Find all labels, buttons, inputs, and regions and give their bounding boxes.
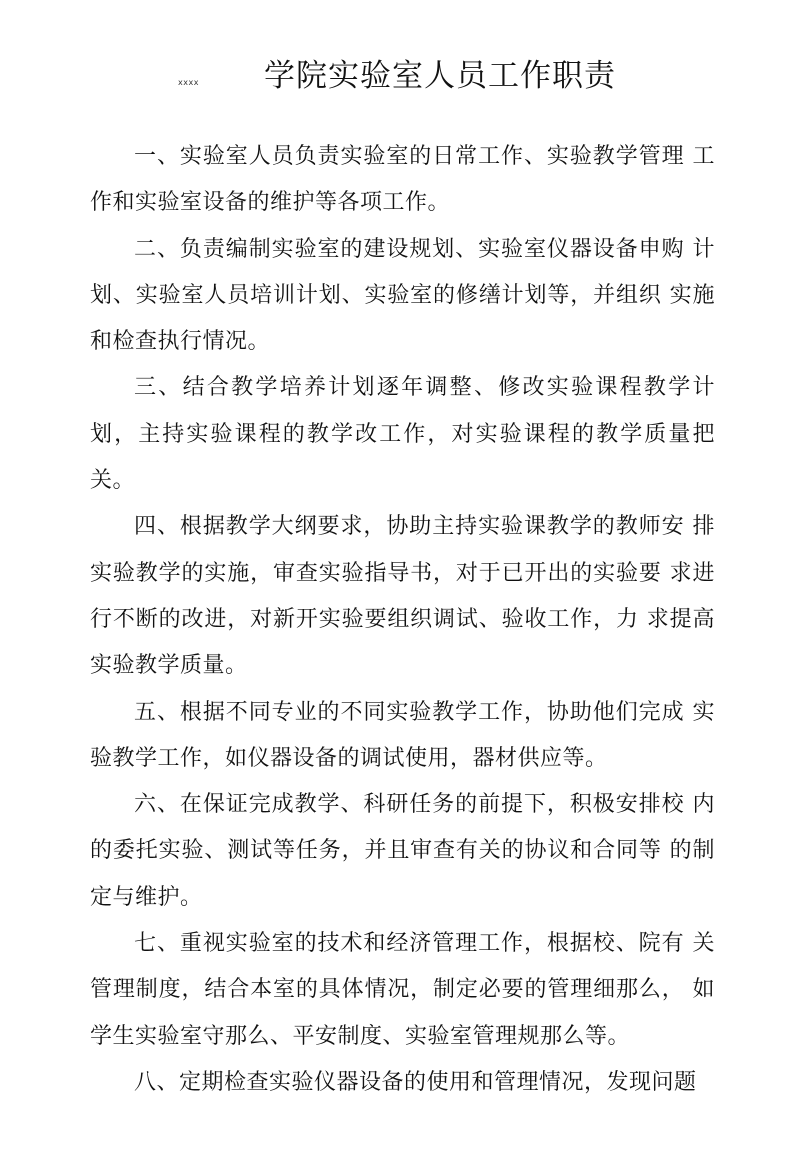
paragraph-3: 三、结合教学培养计划逐年调整、修改实验课程教学计 划，主持实验课程的教学改工作，对实验课程的教学质量把 关。 bbox=[90, 375, 715, 494]
document-body bbox=[90, 134, 715, 1106]
paragraph-6: 六、在保证完成教学、科研任务的前提下，积极安排校 内的委托实验、测试等任务，并且审查有关的协议和合同等 的制定与维护。 bbox=[90, 792, 715, 910]
paragraph-4: 四、根据教学大纲要求，协助主持实验课教学的教师安 排实验教学的实施，审查实验指导书，对于已开出的实验要 求进行不断的改进，对新开实验要组织调试、验收工作，力 求提高实验教学质量。 bbox=[90, 514, 715, 679]
document-title: 学院实验室人员工作职责 bbox=[264, 58, 616, 94]
paragraph-5: 五、根据不同专业的不同实验教学工作，协助他们完成 实验教学工作，如仪器设备的调试使用，器材供应等。 bbox=[90, 699, 715, 771]
paragraph-2: 二、负责编制实验室的建设规划、实验室仪器设备申购 计划、实验室人员培训计划、实验室的修缮计划等，并组织 实施和检查执行情况。 bbox=[90, 236, 715, 355]
header-mark: xxxx bbox=[178, 78, 199, 87]
paragraph-8: 八、定期检查实验仪器设备的使用和管理情况，发现问题 bbox=[134, 1069, 697, 1095]
paragraph-1: 一、实验室人员负责实验室的日常工作、实验教学管理 工作和实验室设备的维护等各项工作。 bbox=[90, 144, 715, 216]
paragraph-7: 七、重视实验室的技术和经济管理工作，根据校、院有 关管理制度，结合本室的具体情况，制定必要的管理细那么， 如学生实验室守那么、平安制度、实验室管理规那么等。 bbox=[90, 931, 715, 1049]
